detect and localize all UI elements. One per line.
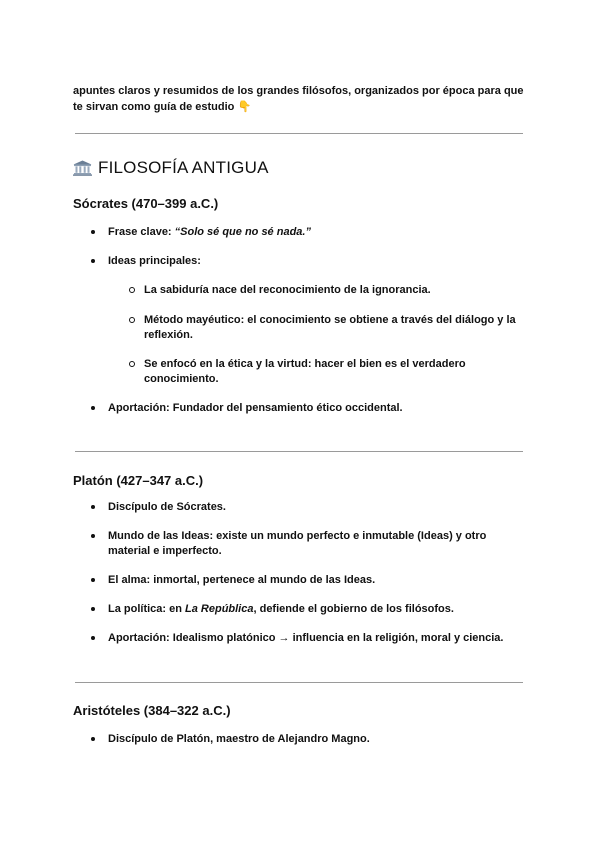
list-item: Discípulo de Platón, maestro de Alejandro Magno. — [108, 732, 528, 747]
socrates-heading: Sócrates (470–399 a.C.) — [73, 196, 219, 211]
list-item: Aportación: Fundador del pensamiento ético occidental. — [108, 401, 528, 416]
sub-list-item: La sabiduría nace del reconocimiento de la ignorancia. — [144, 283, 529, 298]
sub-list-item: Se enfocó en la ética y la virtud: hacer el bien es el verdadero conocimiento. — [144, 357, 529, 387]
politica-text: La política: en — [108, 603, 186, 615]
intro-text: apuntes claros y resumidos de los grandes filósofos, organizados por época para que te sirvan como guía de estudio — [73, 85, 524, 113]
pointing-down-icon: 👇 — [237, 101, 252, 113]
frase-label: Frase clave: — [108, 226, 175, 238]
aristoteles-heading: Aristóteles (384–322 a.C.) — [73, 703, 231, 718]
divider — [75, 451, 523, 452]
list-item: Ideas principales: — [108, 254, 528, 269]
sub-list-item: Método mayéutico: el conocimiento se obtiene a través del diálogo y la reflexión. — [144, 313, 529, 343]
divider — [75, 133, 523, 134]
frase-quote: “Solo sé que no sé nada.” — [174, 226, 311, 238]
divider — [75, 682, 523, 683]
list-item — [108, 225, 528, 240]
platon-heading: Platón (427–347 a.C.) — [73, 473, 204, 488]
list-item: El alma: inmortal, pertenece al mundo de las Ideas. — [108, 573, 528, 588]
list-item: Mundo de las Ideas: existe un mundo perfecto e inmutable (Ideas) y otro material e imperfecto. — [108, 529, 528, 559]
list-item — [108, 602, 528, 617]
section-title — [73, 158, 269, 178]
intro-paragraph — [73, 83, 533, 115]
list-item: Discípulo de Sócrates. — [108, 500, 528, 515]
politica-text-end: , defiende el gobierno de los filósofos. — [253, 603, 454, 615]
politica-book-title: La República — [185, 603, 254, 615]
list-item: Aportación: Idealismo platónico → influencia en la religión, moral y ciencia. — [108, 631, 528, 646]
section-title-text: FILOSOFÍA ANTIGUA — [98, 158, 269, 177]
classical-building-icon — [73, 160, 92, 176]
